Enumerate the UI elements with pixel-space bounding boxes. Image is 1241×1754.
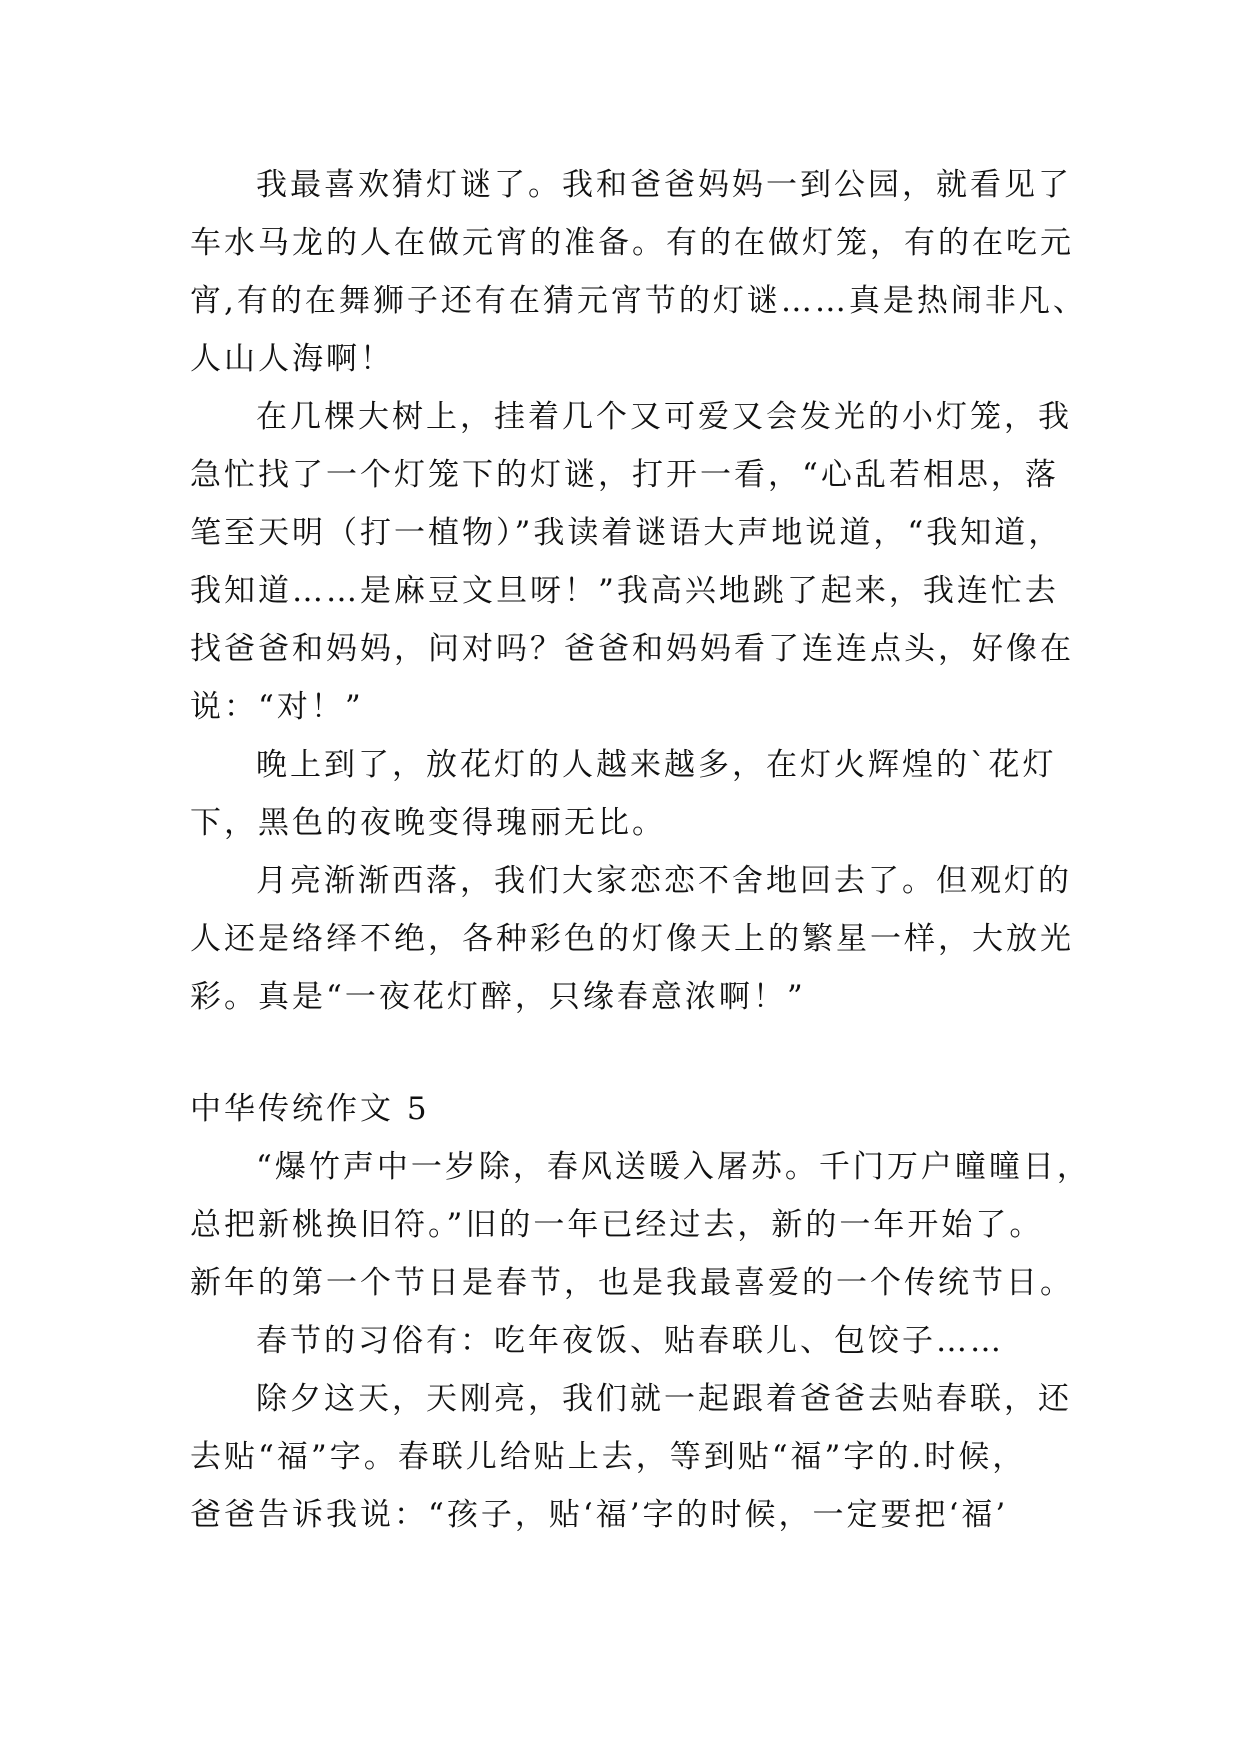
paragraph-line: 彩。真是“一夜花灯醉，只缘春意浓啊！”: [190, 979, 806, 1015]
section-title: 中华传统作文 5: [190, 1091, 430, 1127]
paragraph-line: 新年的第一个节日是春节，也是我最喜爱的一个传统节日。: [190, 1265, 1074, 1301]
paragraph-line: 车水马龙的人在做元宵的准备。有的在做灯笼，有的在吃元: [190, 225, 1074, 261]
paragraph-line: 急忙找了一个灯笼下的灯谜，打开一看，“心乱若相思，落: [190, 457, 1059, 493]
paragraph-line: 人还是络绎不绝，各种彩色的灯像天上的繁星一样，大放光: [190, 921, 1074, 957]
paragraph-line: 月亮渐渐西落，我们大家恋恋不舍地回去了。但观灯的: [256, 863, 1072, 899]
paragraph-line: 去贴“福”字。春联儿给贴上去，等到贴“福”字的.时候，: [190, 1439, 1027, 1475]
paragraph-line: 春节的习俗有：吃年夜饭、贴春联儿、包饺子……: [256, 1323, 1004, 1359]
paragraph-line: 下，黑色的夜晚变得瑰丽无比。: [190, 805, 666, 841]
paragraph-line: 晚上到了，放花灯的人越来越多，在灯火辉煌的`花灯: [256, 747, 1057, 783]
paragraph-line: 人山人海啊！: [190, 341, 394, 377]
paragraph-line: 我最喜欢猜灯谜了。我和爸爸妈妈一到公园，就看见了: [256, 167, 1072, 203]
paragraph-line: 总把新桃换旧符。”旧的一年已经过去，新的一年开始了。: [190, 1207, 1044, 1243]
paragraph-line: 宵,有的在舞狮子还有在猜元宵节的灯谜……真是热闹非凡、: [190, 283, 1087, 319]
paragraph-line: 找爸爸和妈妈，问对吗？爸爸和妈妈看了连连点头，好像在: [190, 631, 1074, 667]
paragraph-line: 我知道……是麻豆文旦呀！”我高兴地跳了起来，我连忙去: [190, 573, 1059, 609]
paragraph-line: 在几棵大树上，挂着几个又可爱又会发光的小灯笼，我: [256, 399, 1072, 435]
paragraph-line: 说：“对！”: [190, 689, 364, 725]
paragraph-line: “爆竹声中一岁除，春风送暖入屠苏。千门万户曈曈日，: [256, 1149, 1091, 1185]
paragraph-line: 除夕这天，天刚亮，我们就一起跟着爸爸去贴春联，还: [256, 1381, 1072, 1417]
paragraph-line: 笔至天明（打一植物）”我读着谜语大声地说道，“我知道，: [190, 515, 1063, 551]
paragraph-line: 爸爸告诉我说：“孩子，贴‘福’字的时候，一定要把‘福’: [190, 1497, 1009, 1533]
